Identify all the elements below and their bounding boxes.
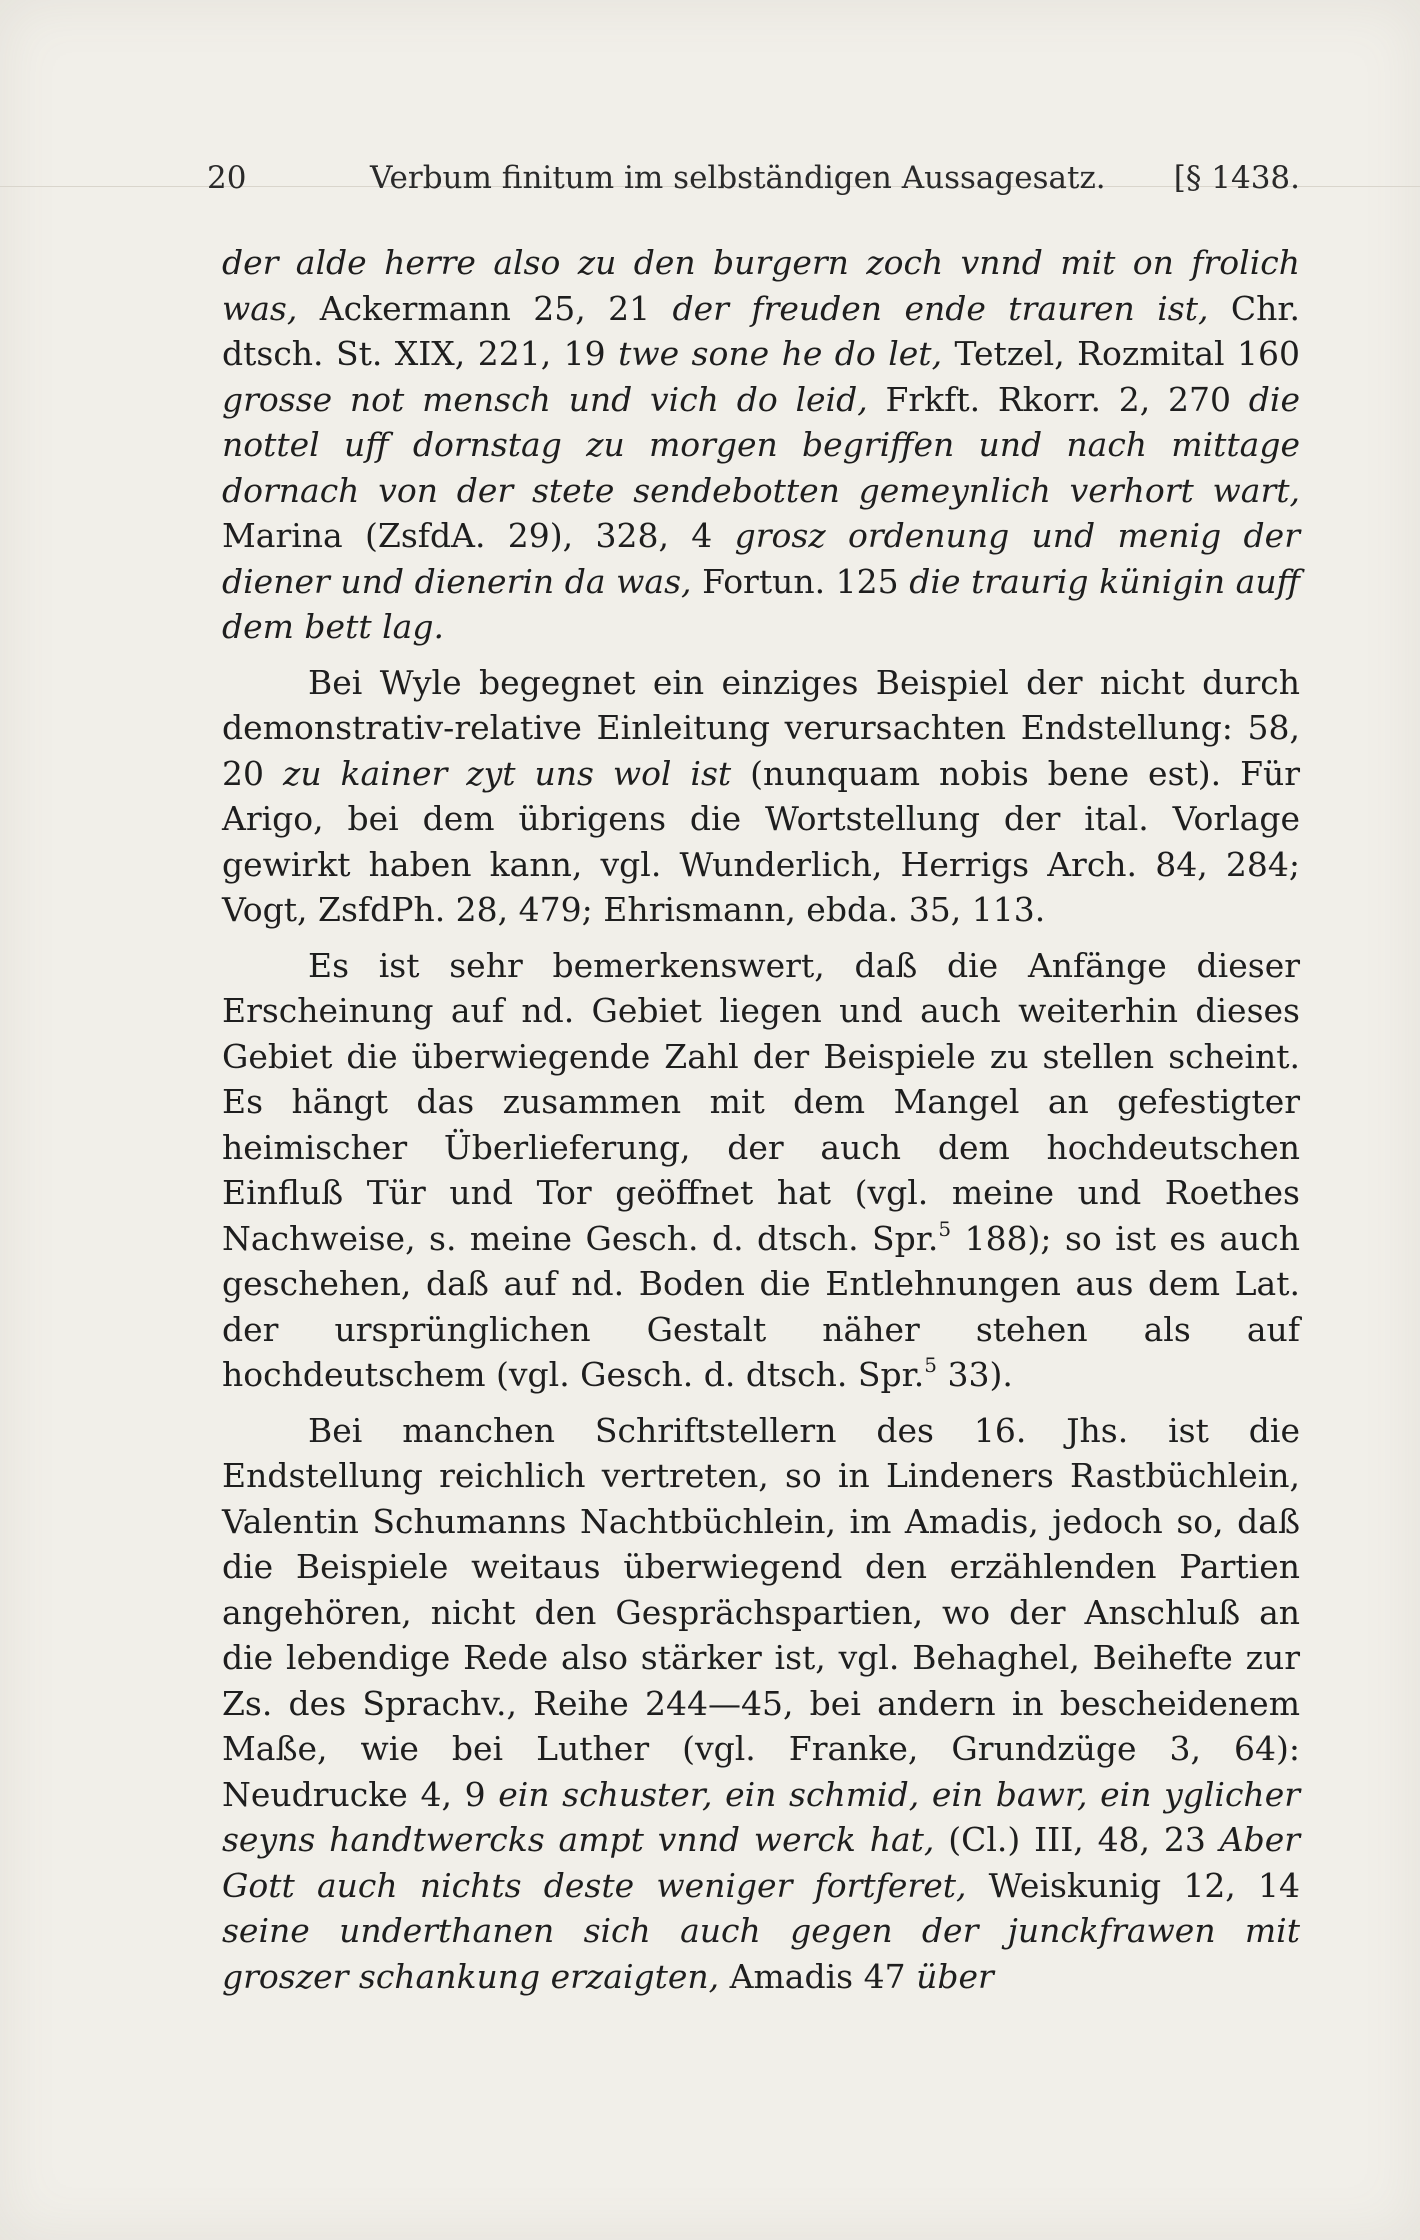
quoted-example: ein schuster, ein schmid, ein bawr, ein yglicher seyns handtwercks ampt vnnd werck hat, xyxy=(222,1774,1300,1859)
text-run: Frkft. Rkorr. 2, 270 xyxy=(867,379,1249,419)
running-header xyxy=(207,160,1300,204)
superscript-edition: 5 xyxy=(938,1216,952,1241)
text-run: Marina (ZsfdA. 29), 328, 4 xyxy=(222,516,735,555)
quoted-example: der freuden ende trauren ist, xyxy=(672,288,1209,328)
text-run: Amadis 47 xyxy=(719,1956,917,1996)
text-run: 33). xyxy=(936,1355,1013,1394)
paragraph-gap xyxy=(222,650,1300,660)
quoted-example: die traurig künigin auff dem bett lag. xyxy=(222,561,1300,646)
text-run: Tetzel, Rozmital 160 xyxy=(942,334,1300,373)
text-run: 188); so ist es auch geschehen, daß auf nd. Boden die Entlehnungen aus dem Lat. der ursprünglichen Gestalt näher stehen als auf hochdeutschem (vgl. Gesch. d. dtsch. Spr. xyxy=(222,1218,1300,1394)
text-run: Ackermann 25, 21 xyxy=(297,288,673,328)
quoted-example: Aber Gott auch nichts deste weniger fortferet, xyxy=(222,1820,1300,1905)
paragraph xyxy=(222,1408,1300,2000)
quoted-example: seine underthanen sich auch gegen der junckfrawen mit groszer schankung erzaigten, xyxy=(222,1911,1300,1996)
text-run: Chr. dtsch. St. XIX, 221, 19 xyxy=(222,288,1300,373)
paragraph xyxy=(222,943,1300,1398)
quoted-example: der alde herre also zu den burgern zoch vnnd mit on frolich was, xyxy=(222,243,1300,328)
quoted-example: über xyxy=(916,1956,994,1996)
quoted-example: grosse not mensch und vich do leid, xyxy=(222,379,868,419)
paragraph-gap xyxy=(222,933,1300,943)
paragraph xyxy=(222,240,1300,650)
paragraph-gap xyxy=(222,1398,1300,1408)
body-text xyxy=(222,240,1300,1999)
page-number: 20 xyxy=(207,160,247,196)
paragraph xyxy=(222,660,1300,933)
quoted-example: die nottel uff dornstag zu morgen begriffen und nach mittage dornach von der stete sendebotten gemeynlich verhort wart, xyxy=(222,379,1300,510)
text-run: Bei manchen Schriftstellern des 16. Jhs. ist die Endstellung reichlich vertreten, so in Lindeners Rastbüchlein, Valentin Schumanns Nachtbüchlein, im Amadis, jedoch so, daß die Beispiele weitaus überwiegend den erzählenden Partien angehören, nicht den Gesprächspartien, wo der Anschluß an die lebendige Rede also stärker ist, vgl. Behaghel, Beihefte zur Zs. des Sprachv., Reihe 244—45, bei andern in bescheidenem Maße, wie bei Luther (vgl. Franke, Grundzüge 3, 64): Neudrucke 4, 9 xyxy=(222,1410,1300,1814)
text-run: (Cl.) III, 48, 23 xyxy=(934,1820,1220,1859)
superscript-edition: 5 xyxy=(924,1353,937,1377)
quoted-example: twe sone he do let, xyxy=(618,334,943,373)
text-run: Es ist sehr bemerkenswert, daß die Anfänge dieser Erscheinung auf nd. Gebiet liegen und auch weiterhin dieses Gebiet die überwiegende Zahl der Beispiele zu stellen scheint. Es hängt das zusammen mit dem Mangel an gefestigter heimischer Überlieferung, der auch dem hochdeutschen Einfluß Tür und Tor geöffnet hat (vgl. meine und Roethes Nachweise, s. meine Gesch. d. dtsch. Spr. xyxy=(222,945,1300,1258)
running-title: Verbum finitum im selbständigen Aussagesatz. xyxy=(370,160,1106,196)
text-run: Weiskunig 12, 14 xyxy=(966,1865,1300,1905)
text-run: (nunquam nobis bene est). Für Arigo, bei dem übrigens die Wortstellung der ital. Vorlage gewirkt haben kann, vgl. Wunderlich, Herrigs Arch. 84, 284; Vogt, ZsfdPh. 28, 479; Ehrismann, ebda. 35, 113. xyxy=(222,753,1300,929)
text-run: Bei Wyle begegnet ein einziges Beispiel der nicht durch demonstrativ-relative Einleitung verursachten Endstellung: 58, 20 xyxy=(222,662,1300,793)
text-run: Fortun. 125 xyxy=(691,561,910,601)
quoted-example: grosz ordenung und menig der diener und dienerin da was, xyxy=(222,516,1300,601)
quoted-example: zu kainer zyt uns wol ist xyxy=(282,753,732,793)
section-number: [§ 1438. xyxy=(1173,160,1300,196)
